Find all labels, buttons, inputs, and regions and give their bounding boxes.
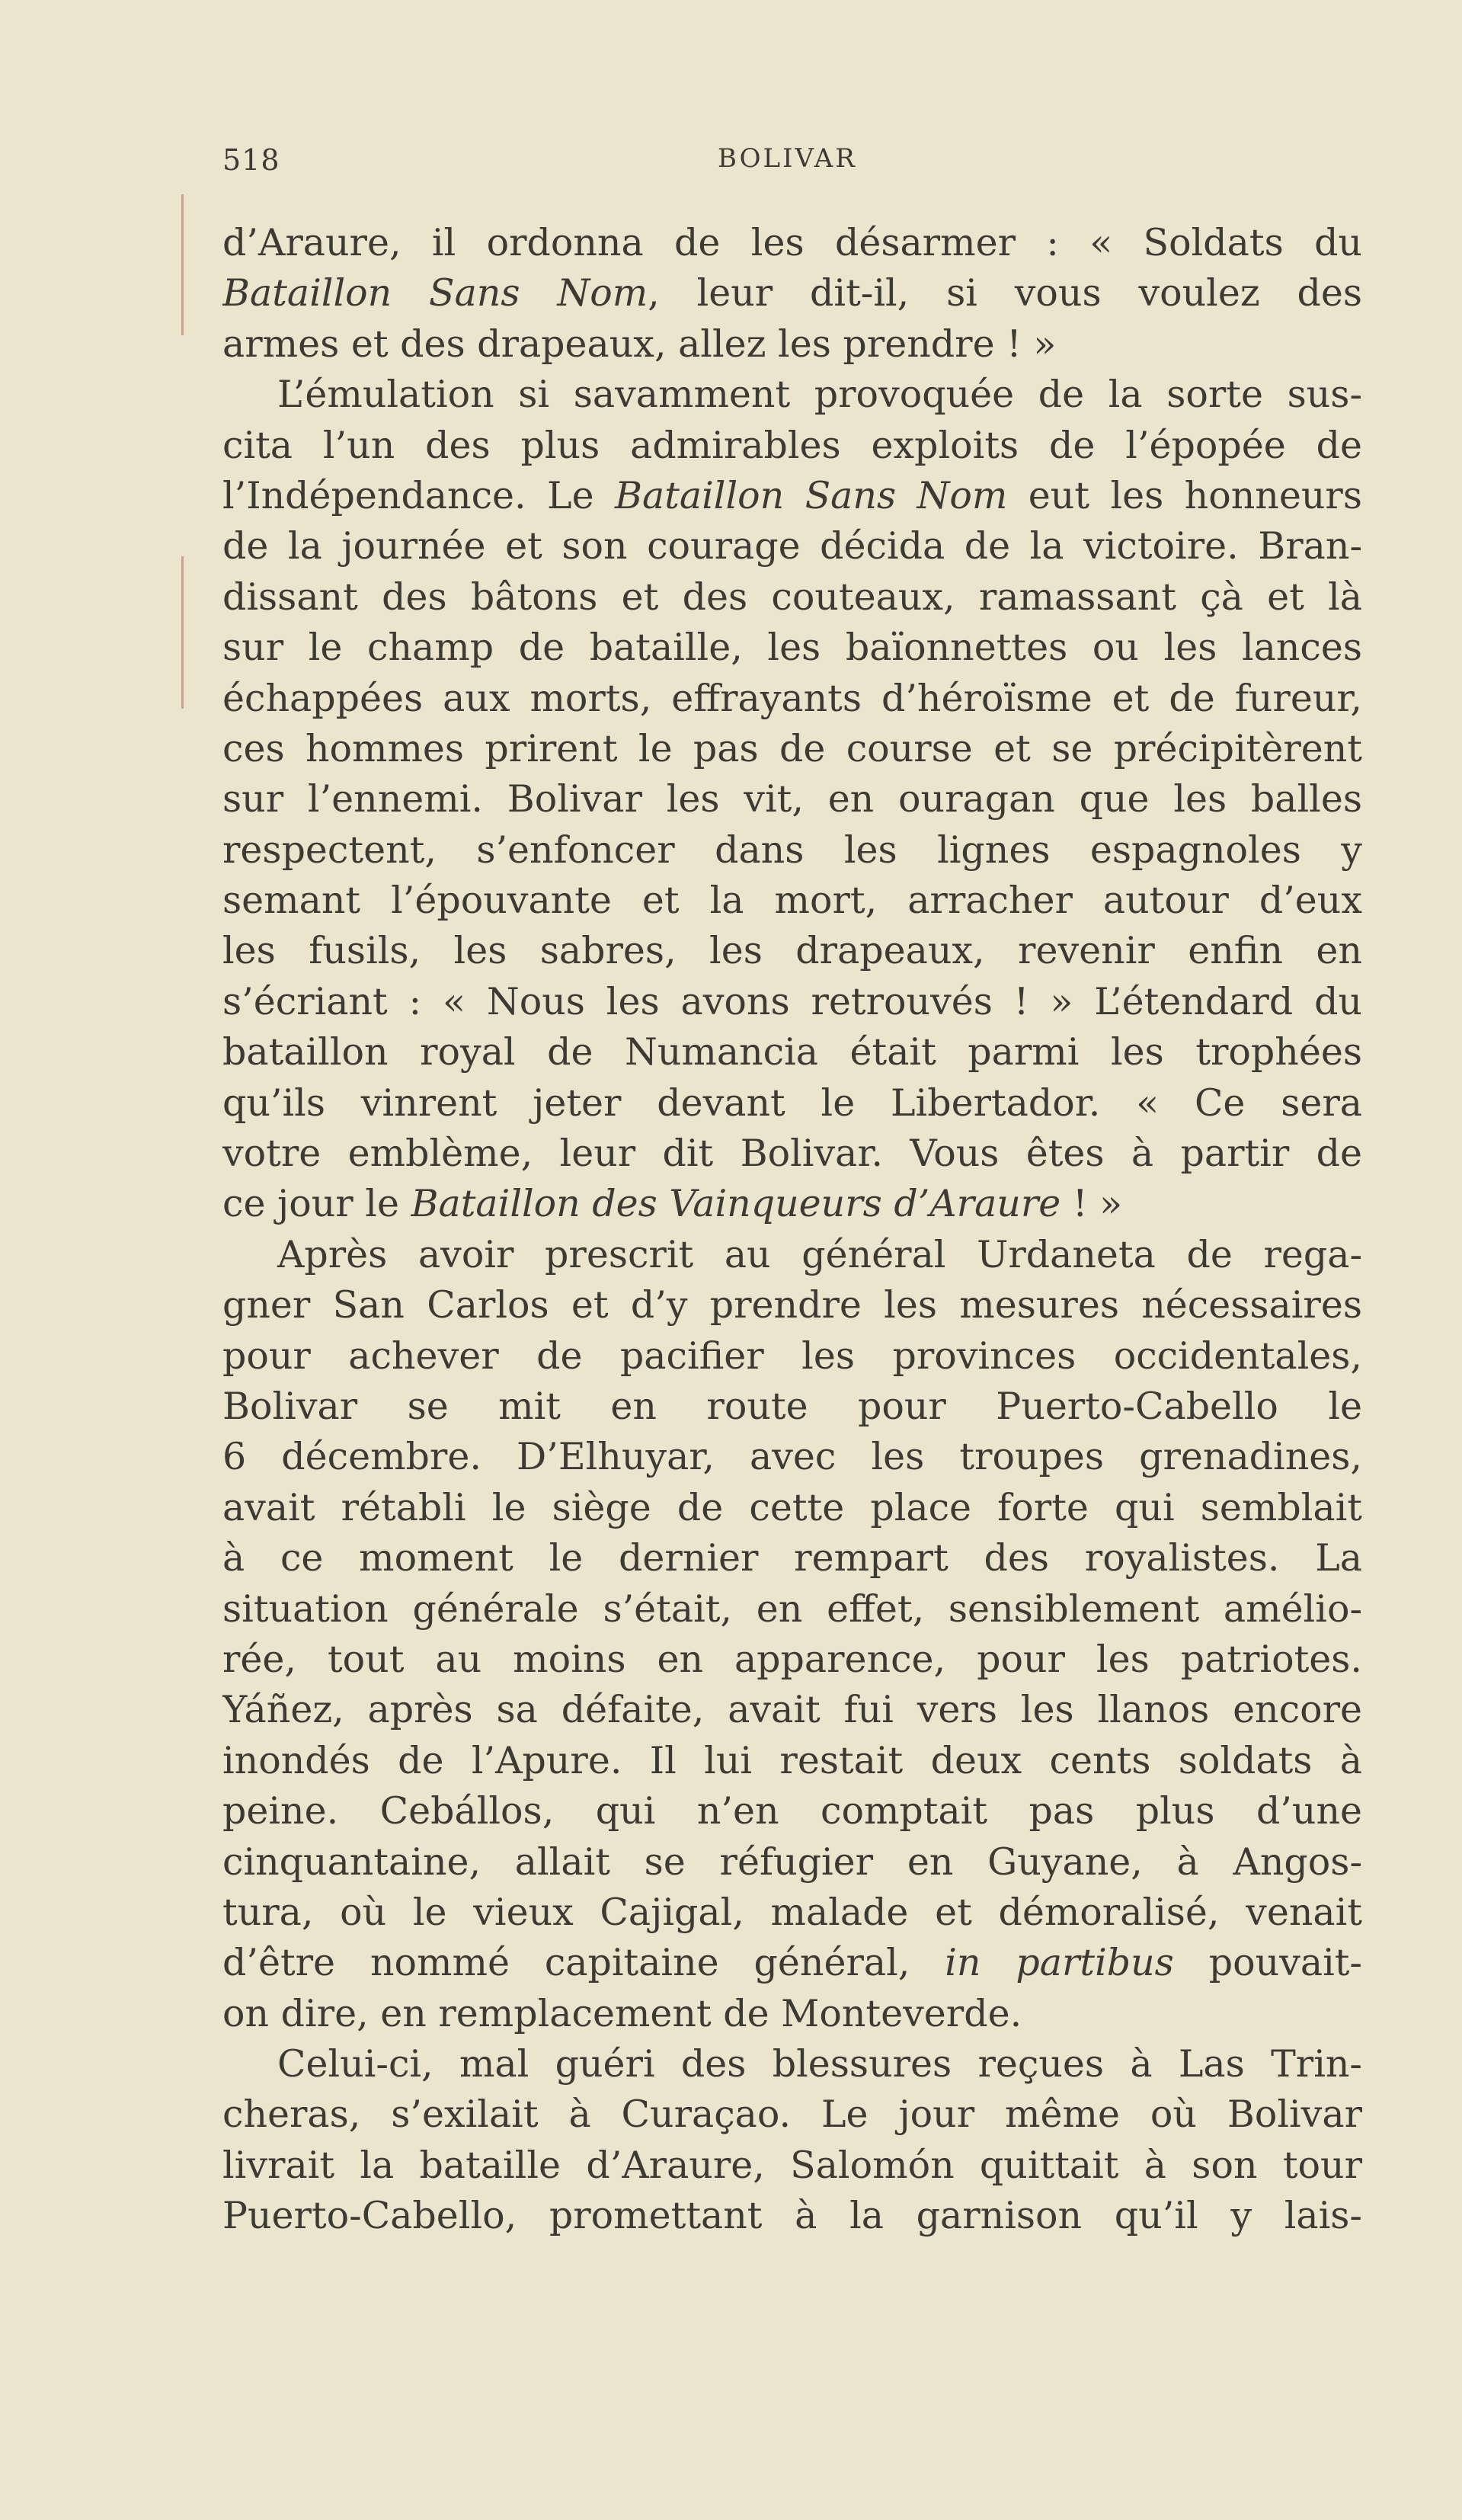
text-line bbox=[222, 319, 1362, 370]
text-segment: 6 décembre. D’Elhuyar, avec les troupes grenadines, bbox=[222, 1435, 1362, 1479]
text-segment: ces hommes prirent le pas de course et se précipitèrent bbox=[222, 726, 1362, 770]
text-line bbox=[222, 268, 1362, 319]
text-line bbox=[222, 876, 1362, 926]
margin-mark bbox=[181, 194, 184, 335]
text-line bbox=[222, 2039, 1362, 2089]
text-segment: gner San Carlos et d’y prendre les mesures nécessaires bbox=[222, 1283, 1362, 1327]
text-segment: cinquantaine, allait se réfugier en Guyane, à Angos- bbox=[222, 1840, 1362, 1884]
text-segment: de la journée et son courage décida de la victoire. Bran- bbox=[222, 524, 1362, 568]
text-line bbox=[222, 1938, 1362, 1988]
text-segment: eut les honneurs bbox=[1007, 473, 1362, 517]
text-segment: inondés de l’Apure. Il lui restait deux cents soldats à bbox=[222, 1738, 1362, 1782]
text-segment: Bolivar se mit en route pour Puerto-Cabello le bbox=[222, 1384, 1362, 1428]
italic-text: Bataillon Sans Nom bbox=[222, 271, 648, 315]
text-line bbox=[222, 774, 1362, 825]
text-line bbox=[222, 572, 1362, 623]
text-segment: bataillon royal de Numancia était parmi les trophées bbox=[222, 1030, 1362, 1074]
text-line bbox=[222, 471, 1362, 521]
text-line bbox=[222, 218, 1362, 268]
text-line bbox=[222, 674, 1362, 724]
text-segment: peine. Cebállos, qui n’en comptait pas plus d’une bbox=[222, 1789, 1362, 1833]
text-segment: à ce moment le dernier rempart des royalistes. La bbox=[222, 1536, 1362, 1580]
text-segment: avait rétabli le siège de cette place forte qui semblait bbox=[222, 1485, 1362, 1529]
text-segment: pour achever de pacifier les provinces occidentales, bbox=[222, 1334, 1362, 1378]
text-line bbox=[222, 926, 1362, 976]
text-line bbox=[222, 977, 1362, 1027]
italic-text: Bataillon des Vainqueurs d’Araure bbox=[411, 1182, 1061, 1226]
text-segment: les fusils, les sabres, les drapeaux, revenir enfin en bbox=[222, 929, 1362, 973]
text-line bbox=[222, 521, 1362, 572]
text-segment: pouvait- bbox=[1173, 1941, 1362, 1985]
text-line bbox=[222, 1280, 1362, 1330]
text-line bbox=[222, 1989, 1362, 2039]
text-segment: échappées aux morts, effrayants d’héroïsme et de fureur, bbox=[222, 676, 1362, 720]
body-text bbox=[222, 218, 1362, 2352]
text-line bbox=[222, 1483, 1362, 1533]
text-segment: , leur dit-il, si vous voulez des bbox=[648, 271, 1362, 315]
running-head: BOLIVAR bbox=[718, 143, 857, 174]
text-segment: cheras, s’exilait à Curaçao. Le jour même où Bolivar bbox=[222, 2093, 1362, 2137]
text-line bbox=[222, 1432, 1362, 1482]
text-line bbox=[222, 724, 1362, 774]
text-line bbox=[222, 1635, 1362, 1685]
text-segment: tura, où le vieux Cajigal, malade et démoralisé, venait bbox=[222, 1890, 1362, 1934]
italic-text: Bataillon Sans Nom bbox=[614, 473, 1008, 517]
text-line bbox=[222, 1331, 1362, 1382]
text-segment: Après avoir prescrit au général Urdaneta de rega- bbox=[277, 1232, 1362, 1276]
text-segment: ce jour le bbox=[222, 1182, 411, 1226]
text-line bbox=[222, 1533, 1362, 1583]
text-line bbox=[222, 825, 1362, 876]
text-line bbox=[222, 1837, 1362, 1888]
text-segment: Celui-ci, mal guéri des blessures reçues à Las Trin- bbox=[277, 2042, 1362, 2086]
text-line bbox=[222, 1584, 1362, 1635]
text-segment: sur l’ennemi. Bolivar les vit, en ouragan que les balles bbox=[222, 777, 1362, 821]
text-segment: s’écriant : « Nous les avons retrouvés ! » L’étendard du bbox=[222, 979, 1362, 1023]
text-segment: semant l’épouvante et la mort, arracher autour d’eux bbox=[222, 879, 1362, 923]
text-line bbox=[222, 1078, 1362, 1129]
text-line bbox=[222, 1027, 1362, 1077]
text-line bbox=[222, 623, 1362, 673]
text-segment: sur le champ de bataille, les baïonnettes ou les lances bbox=[222, 626, 1362, 670]
text-segment: l’Indépendance. Le bbox=[222, 473, 615, 517]
text-line bbox=[222, 2089, 1362, 2140]
text-segment: d’Araure, il ordonna de les désarmer : « Soldats du bbox=[222, 221, 1362, 264]
text-line bbox=[222, 1786, 1362, 1836]
text-line bbox=[222, 2191, 1362, 2241]
text-segment: Puerto-Cabello, promettant à la garnison qu’il y lais- bbox=[222, 2194, 1362, 2238]
text-line bbox=[222, 1382, 1362, 1432]
text-segment: on dire, en remplacement de Monteverde. bbox=[222, 1991, 1022, 2035]
text-line bbox=[222, 1685, 1362, 1735]
text-segment: respectent, s’enfoncer dans les lignes espagnoles y bbox=[222, 828, 1362, 872]
text-line bbox=[222, 1179, 1362, 1229]
text-segment: d’être nommé capitaine général, bbox=[222, 1941, 945, 1985]
text-segment: situation générale s’était, en effet, sensiblement amélio- bbox=[222, 1587, 1362, 1631]
text-segment: armes et des drapeaux, allez les prendre ! » bbox=[222, 322, 1057, 366]
text-line bbox=[222, 1888, 1362, 1938]
text-segment: L’émulation si savamment provoquée de la sorte sus- bbox=[277, 373, 1362, 417]
italic-text: in partibus bbox=[945, 1941, 1174, 1985]
page-header bbox=[222, 143, 1358, 181]
text-segment: ! » bbox=[1061, 1182, 1123, 1226]
page-number: 518 bbox=[222, 143, 280, 177]
text-segment: dissant des bâtons et des couteaux, ramassant çà et là bbox=[222, 575, 1362, 619]
text-segment: rée, tout au moins en apparence, pour les patriotes. bbox=[222, 1637, 1362, 1681]
text-line bbox=[222, 421, 1362, 471]
text-line bbox=[222, 1736, 1362, 1786]
text-line bbox=[222, 1230, 1362, 1280]
text-line bbox=[222, 2141, 1362, 2191]
text-segment: Yáñez, après sa défaite, avait fui vers les llanos encore bbox=[222, 1688, 1362, 1732]
text-line bbox=[222, 370, 1362, 420]
text-segment: livrait la bataille d’Araure, Salomón quittait à son tour bbox=[222, 2143, 1362, 2187]
text-segment: cita l’un des plus admirables exploits de l’épopée de bbox=[222, 423, 1362, 467]
margin-mark bbox=[181, 556, 184, 709]
text-segment: qu’ils vinrent jeter devant le Libertador. « Ce sera bbox=[222, 1081, 1362, 1125]
text-segment: votre emblème, leur dit Bolivar. Vous êtes à partir de bbox=[222, 1132, 1362, 1176]
text-line bbox=[222, 1129, 1362, 1179]
